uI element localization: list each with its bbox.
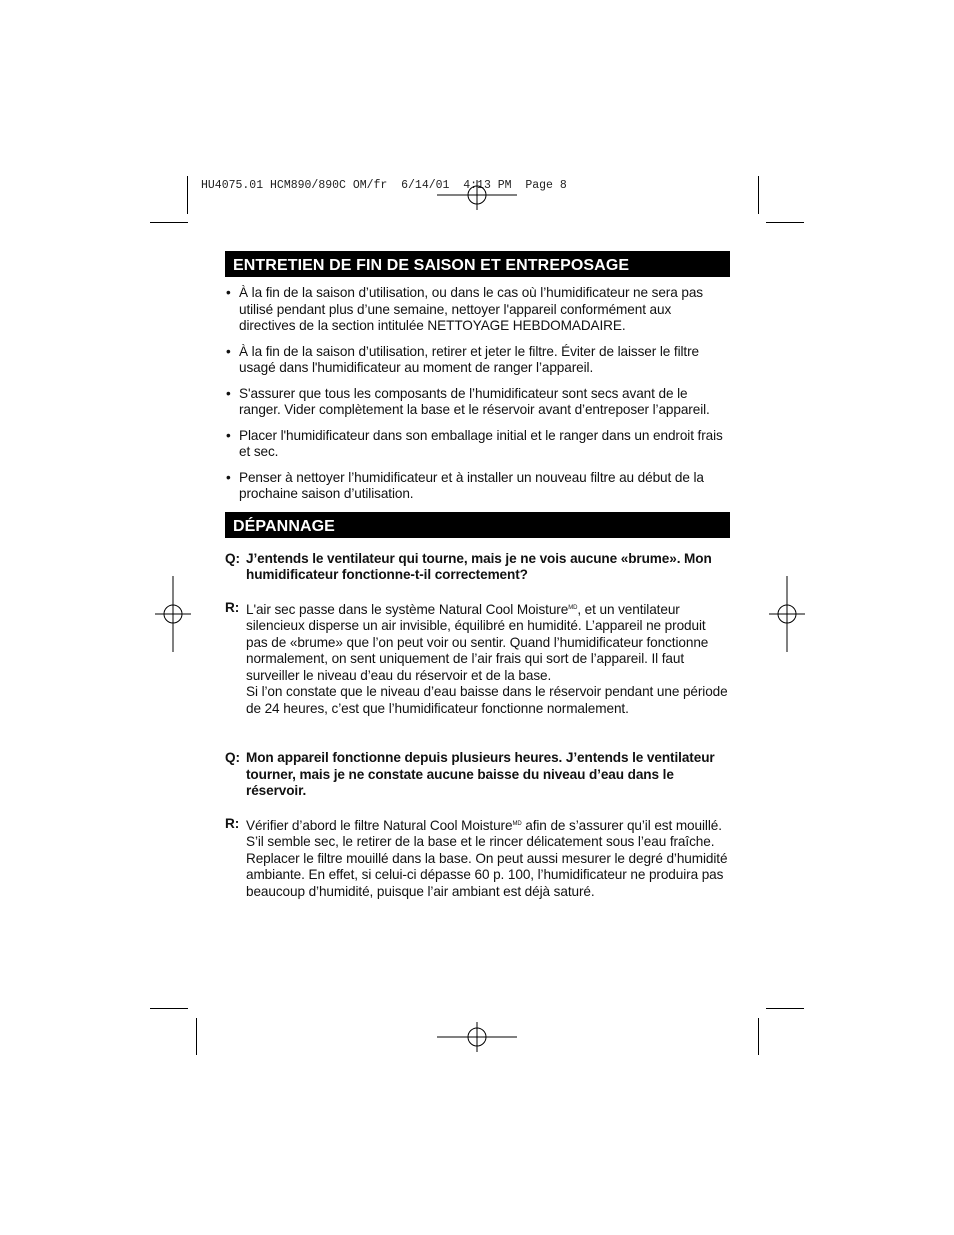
bullet-glyph: • xyxy=(226,343,231,359)
page-content xyxy=(225,251,730,900)
registration-mark-bottom xyxy=(437,1017,517,1057)
answer-label: R: xyxy=(225,599,240,615)
question-1 xyxy=(225,551,730,584)
answer-2 xyxy=(225,816,730,901)
question-text: J’entends le ventilateur qui tourne, mais je ne vois aucune «brume». Mon humidificateur fonctionne-t-il correctement? xyxy=(246,550,712,582)
answer-label: R: xyxy=(225,815,240,831)
question-text: Mon appareil fonctionne depuis plusieurs heures. J’entends le ventilateur tourner, mais je ne constate aucune baisse du niveau d’eau dans le réservoir. xyxy=(246,750,715,798)
list-item: • À la fin de la saison d’utilisation, ou dans le cas où l’humidificateur ne sera pas utilisé pendant plus d’une semaine, nettoyer l'appareil conformément aux directives de la section intitulée NETTOYAGE HEBDOMADAIRE. xyxy=(226,285,703,333)
list-item: • À la fin de la saison d’utilisation, retirer et jeter le filtre. Éviter de laisser le filtre usagé dans l'humidificateur au moment de ranger l’appareil. xyxy=(226,343,699,375)
question-label: Q: xyxy=(225,550,240,566)
printer-slug: HU4075.01 HCM890/890C OM/fr 6/14/01 4:13 PM Page 8 xyxy=(201,179,567,192)
storage-bullet-list xyxy=(225,285,730,503)
crop-mark-bottom-right-h xyxy=(766,1008,804,1009)
answer-text: L'air sec passe dans le système Natural Cool Moisture$^{MD}$, et un ventilateur silencieux disperse un air invisible, équilibré en humidité. L’appareil ne produit pas de «brume» que l’on peut voir ou sentir. Quand l’humidificateur fonctionne normalement, on sent uniquement de l’air frais qui sort de l’appareil. Il faut surveiller le niveau d’eau du réservoir et de la base. Si l’on constate que le niveau d’eau baisse dans le réservoir pendant une période de 24 heures, c’est que l’humidificateur fonctionne normalement. xyxy=(246,601,728,716)
crop-mark-top-left-v xyxy=(187,176,188,214)
bullet-glyph: • xyxy=(226,385,231,401)
question-2 xyxy=(225,750,730,800)
crop-mark-top-right-v xyxy=(758,176,759,214)
answer-1 xyxy=(225,600,730,718)
section-title-storage: ENTRETIEN DE FIN DE SAISON ET ENTREPOSAGE xyxy=(225,251,730,277)
registration-mark-right xyxy=(764,576,810,652)
list-item: • S'assurer que tous les composants de l’humidificateur sont secs avant de le ranger. Vider complètement la base et le réservoir avant d’entreposer l’appareil. xyxy=(226,385,710,417)
trademark-superscript: MD xyxy=(568,604,578,611)
trademark-superscript: MD xyxy=(512,820,522,827)
list-item: • Penser à nettoyer l’humidificateur et à installer un nouveau filtre au début de la prochaine saison d’utilisation. xyxy=(226,469,704,501)
bullet-glyph: • xyxy=(226,469,231,485)
crop-mark-bottom-left-h xyxy=(150,1008,188,1009)
crop-mark-bottom-right-v xyxy=(758,1018,759,1055)
section-title-troubleshooting: DÉPANNAGE xyxy=(225,512,730,538)
bullet-glyph: • xyxy=(226,427,231,443)
registration-mark-left xyxy=(150,576,196,652)
answer-text: Vérifier d’abord le filtre Natural Cool Moisture$^{MD}$ afin de s’assurer qu’il est mouillé. S’il semble sec, le retirer de la base et le rincer délicatement sous l’eau fraîche. Replacer le filtre mouillé dans la base. On peut aussi mesurer le degré d’humidité ambiante. En effet, si celui-ci dépasse 60 p. 100, l’humidificateur ne produira pas beaucoup d’humidité, puisque l’air ambiant est déjà saturé. xyxy=(246,817,728,899)
bullet-glyph: • xyxy=(226,285,231,300)
crop-mark-top-right-h xyxy=(766,222,804,223)
crop-mark-top-left-h xyxy=(150,222,188,223)
question-label: Q: xyxy=(225,750,240,765)
crop-mark-bottom-left-v xyxy=(196,1018,197,1055)
list-item: • Placer l'humidificateur dans son emballage initial et le ranger dans un endroit frais et sec. xyxy=(226,427,723,459)
registration-mark-top xyxy=(437,175,517,215)
